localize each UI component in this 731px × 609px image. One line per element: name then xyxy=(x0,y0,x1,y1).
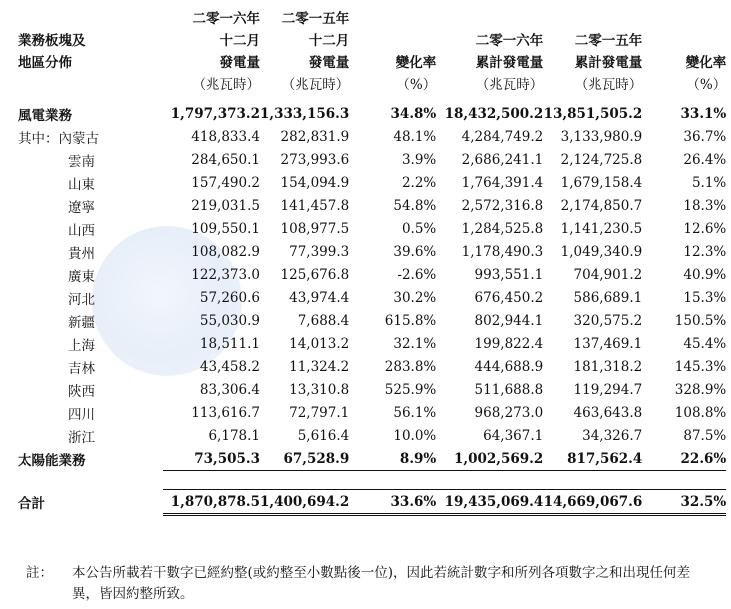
spacer-row xyxy=(18,471,726,490)
cell: 1,002,569.2 xyxy=(436,447,543,471)
cell: 45.4% xyxy=(683,335,727,352)
cell: 18,432,500.2 xyxy=(444,105,544,122)
header-text: 二零一五年 xyxy=(281,11,350,27)
cell: 1,333,156.3 xyxy=(260,105,350,122)
table-row-region xyxy=(18,378,726,401)
cell: 817,562.4 xyxy=(543,447,642,471)
cell: 108,082.9 xyxy=(191,243,260,260)
header-cumulative-2016 xyxy=(436,8,543,102)
cell: 10.0% xyxy=(393,427,437,444)
row-prefix: 其中： xyxy=(18,130,59,147)
cell: 444,688.9 xyxy=(474,358,544,375)
cell: 145.3% xyxy=(674,358,727,375)
cell: 22.6% xyxy=(642,447,726,471)
header-unit: （兆瓦時） xyxy=(281,77,350,93)
cell: 15.3% xyxy=(683,289,727,306)
cell: 55,030.9 xyxy=(199,312,260,329)
table-row-region xyxy=(18,355,726,378)
cell: 11,324.2 xyxy=(289,358,350,375)
header-text: 十二月 xyxy=(219,33,260,49)
cell: 219,031.5 xyxy=(191,197,260,214)
cell: 282,831.9 xyxy=(280,128,350,145)
table-row-region xyxy=(18,286,726,309)
header-change-rate-cumulative xyxy=(642,8,726,102)
header-change-rate-month xyxy=(349,8,436,102)
region-name: 內蒙古 xyxy=(58,130,99,147)
table-row-region xyxy=(18,125,726,148)
row-label: 遼寧 xyxy=(68,199,95,216)
cell: 4,284,749.2 xyxy=(461,128,544,145)
cell: 12.6% xyxy=(683,220,727,237)
cell: 1,178,490.3 xyxy=(461,243,544,260)
cell: 141,457.8 xyxy=(280,197,350,214)
cell: 328.9% xyxy=(674,381,727,398)
table-row-region xyxy=(18,263,726,286)
footnote-text: 本公告所載若干數字已經約整(或約整至小數點後一位)，因此若統計數字和所列各項數字之和出現任何差異，皆因約整所致。 xyxy=(72,565,691,602)
region-rows xyxy=(18,125,726,447)
cell: 77,399.3 xyxy=(289,243,350,260)
cell: 283.8% xyxy=(384,358,437,375)
cell: 320,575.2 xyxy=(573,312,643,329)
header-text: 累計發電量 xyxy=(475,55,544,71)
cell: 2,174,850.7 xyxy=(560,197,643,214)
cell: 676,450.2 xyxy=(474,289,544,306)
header-text: 發電量 xyxy=(219,55,260,71)
header-text: 變化率 xyxy=(395,55,437,71)
row-label: 浙江 xyxy=(68,429,95,446)
cell: 64,367.1 xyxy=(483,427,544,444)
header-dec-2016 xyxy=(163,8,260,102)
table-row-region xyxy=(18,148,726,171)
row-label: 貴州 xyxy=(68,245,95,262)
row-label: 陝西 xyxy=(68,383,95,400)
cell: 993,551.1 xyxy=(474,266,544,283)
cell: 34.8% xyxy=(390,105,437,122)
row-label: 雲南 xyxy=(68,153,95,170)
header-text: 累計發電量 xyxy=(574,55,643,71)
cell: 1,679,158.4 xyxy=(560,174,643,191)
cell: 0.5% xyxy=(401,220,437,237)
footnote xyxy=(26,563,716,605)
cell: -2.6% xyxy=(397,266,437,283)
header-text: 二零一五年 xyxy=(574,33,643,49)
cell: 73,505.3 xyxy=(163,447,260,471)
cell: 108.8% xyxy=(674,404,727,421)
table-row-region xyxy=(18,217,726,240)
cell: 157,490.2 xyxy=(191,174,260,191)
cell: 109,550.1 xyxy=(191,220,260,237)
cell: 12.3% xyxy=(683,243,727,260)
cell: 181,318.2 xyxy=(573,358,643,375)
cell: 273,993.6 xyxy=(280,151,350,168)
cell: 1,141,230.5 xyxy=(560,220,643,237)
row-label: 山東 xyxy=(68,176,95,193)
table-row-region xyxy=(18,171,726,194)
cell: 6,178.1 xyxy=(208,427,260,444)
row-label: 太陽能業務 xyxy=(18,452,86,469)
cell: 615.8% xyxy=(384,312,437,329)
header-dec-2015 xyxy=(260,8,349,102)
cell: 525.9% xyxy=(384,381,437,398)
cell: 1,764,391.4 xyxy=(461,174,544,191)
header-text: 二零一六年 xyxy=(192,11,260,27)
cell: 14,669,067.6 xyxy=(543,490,642,515)
row-label xyxy=(18,125,163,148)
cell: 3,133,980.9 xyxy=(560,128,643,145)
cell: 125,676.8 xyxy=(280,266,350,283)
cell: 2,686,241.1 xyxy=(461,151,544,168)
cell: 57,260.6 xyxy=(199,289,260,306)
cell: 43,974.4 xyxy=(289,289,350,306)
header-text: 地區分佈 xyxy=(18,55,72,71)
cell: 40.9% xyxy=(683,266,727,283)
cell: 1,870,878.5 xyxy=(163,490,260,515)
cell: 968,273.0 xyxy=(474,404,544,421)
cell: 2,124,725.8 xyxy=(560,151,643,168)
cell: 87.5% xyxy=(683,427,727,444)
cell: 2,572,316.8 xyxy=(461,197,544,214)
cell: 7,688.4 xyxy=(297,312,350,329)
cell: 463,643.8 xyxy=(573,404,643,421)
table-row-region xyxy=(18,424,726,447)
cell: 284,650.1 xyxy=(191,151,260,168)
cell: 56.1% xyxy=(393,404,437,421)
cell: 43,458.2 xyxy=(199,358,260,375)
table-row-region xyxy=(18,240,726,263)
cell: 122,373.0 xyxy=(191,266,260,283)
row-label: 風電業務 xyxy=(18,107,72,124)
table-row-grand-total xyxy=(18,490,726,515)
cell: 67,528.9 xyxy=(260,447,349,471)
cell: 1,284,525.8 xyxy=(461,220,544,237)
table-header-row xyxy=(18,8,726,102)
header-segment-region xyxy=(18,8,163,102)
row-label: 山西 xyxy=(68,222,95,239)
cell: 3.9% xyxy=(401,151,437,168)
cell: 8.9% xyxy=(349,447,436,471)
cell: 5.1% xyxy=(691,174,727,191)
cell: 1,797,373.2 xyxy=(170,105,260,122)
cell: 14,013.2 xyxy=(289,335,350,352)
cell: 26.4% xyxy=(683,151,727,168)
header-text: 業務板塊及 xyxy=(18,33,86,49)
footnote-label: 註： xyxy=(26,565,53,581)
table-row-solar xyxy=(18,447,726,471)
header-unit: （兆瓦時） xyxy=(192,77,260,93)
row-label: 吉林 xyxy=(68,360,95,377)
table-row-region xyxy=(18,401,726,424)
row-label: 合計 xyxy=(18,496,45,512)
row-label: 廣東 xyxy=(68,268,95,285)
row-label: 四川 xyxy=(68,406,95,423)
header-text: 變化率 xyxy=(685,55,727,71)
row-label: 河北 xyxy=(68,291,95,308)
cell: 418,833.4 xyxy=(191,128,260,145)
table-row-wind-total xyxy=(18,102,726,125)
table-row-region xyxy=(18,332,726,355)
table-row-region xyxy=(18,194,726,217)
cell: 18,511.1 xyxy=(199,335,260,352)
cell: 1,400,694.2 xyxy=(260,490,349,515)
generation-table xyxy=(18,8,726,516)
cell: 150.5% xyxy=(674,312,727,329)
cell: 32.5% xyxy=(642,490,726,515)
header-cumulative-2015 xyxy=(543,8,642,102)
cell: 36.7% xyxy=(683,128,727,145)
cell: 34,326.7 xyxy=(582,427,643,444)
cell: 802,944.1 xyxy=(474,312,544,329)
cell: 39.6% xyxy=(393,243,437,260)
header-unit: （%） xyxy=(686,77,727,93)
header-text: 二零一六年 xyxy=(475,33,544,49)
cell: 19,435,069.4 xyxy=(436,490,543,515)
row-label: 新疆 xyxy=(68,314,95,331)
cell: 5,616.4 xyxy=(297,427,350,444)
cell: 54.8% xyxy=(393,197,437,214)
header-text: 十二月 xyxy=(308,33,350,49)
cell: 154,094.9 xyxy=(280,174,350,191)
cell: 13,310.8 xyxy=(289,381,350,398)
cell: 704,901.2 xyxy=(573,266,643,283)
header-unit: （兆瓦時） xyxy=(574,77,643,93)
header-text: 發電量 xyxy=(308,55,350,71)
cell: 108,977.5 xyxy=(280,220,350,237)
cell: 511,688.8 xyxy=(474,381,544,398)
cell: 18.3% xyxy=(683,197,727,214)
cell: 119,294.7 xyxy=(573,381,643,398)
cell: 2.2% xyxy=(401,174,437,191)
cell: 586,689.1 xyxy=(573,289,643,306)
cell: 32.1% xyxy=(393,335,437,352)
cell: 72,797.1 xyxy=(289,404,350,421)
cell: 199,822.4 xyxy=(474,335,544,352)
cell: 30.2% xyxy=(393,289,437,306)
table-row-region xyxy=(18,309,726,332)
cell: 33.6% xyxy=(349,490,436,515)
cell: 83,306.4 xyxy=(199,381,260,398)
cell: 48.1% xyxy=(393,128,437,145)
row-label: 上海 xyxy=(68,337,95,354)
header-unit: （兆瓦時） xyxy=(475,77,544,93)
cell: 137,469.1 xyxy=(573,335,643,352)
cell: 113,616.7 xyxy=(191,404,260,421)
cell: 1,049,340.9 xyxy=(560,243,643,260)
cell: 13,851,505.2 xyxy=(543,105,643,122)
header-unit: （%） xyxy=(396,77,437,93)
cell: 33.1% xyxy=(680,105,727,122)
